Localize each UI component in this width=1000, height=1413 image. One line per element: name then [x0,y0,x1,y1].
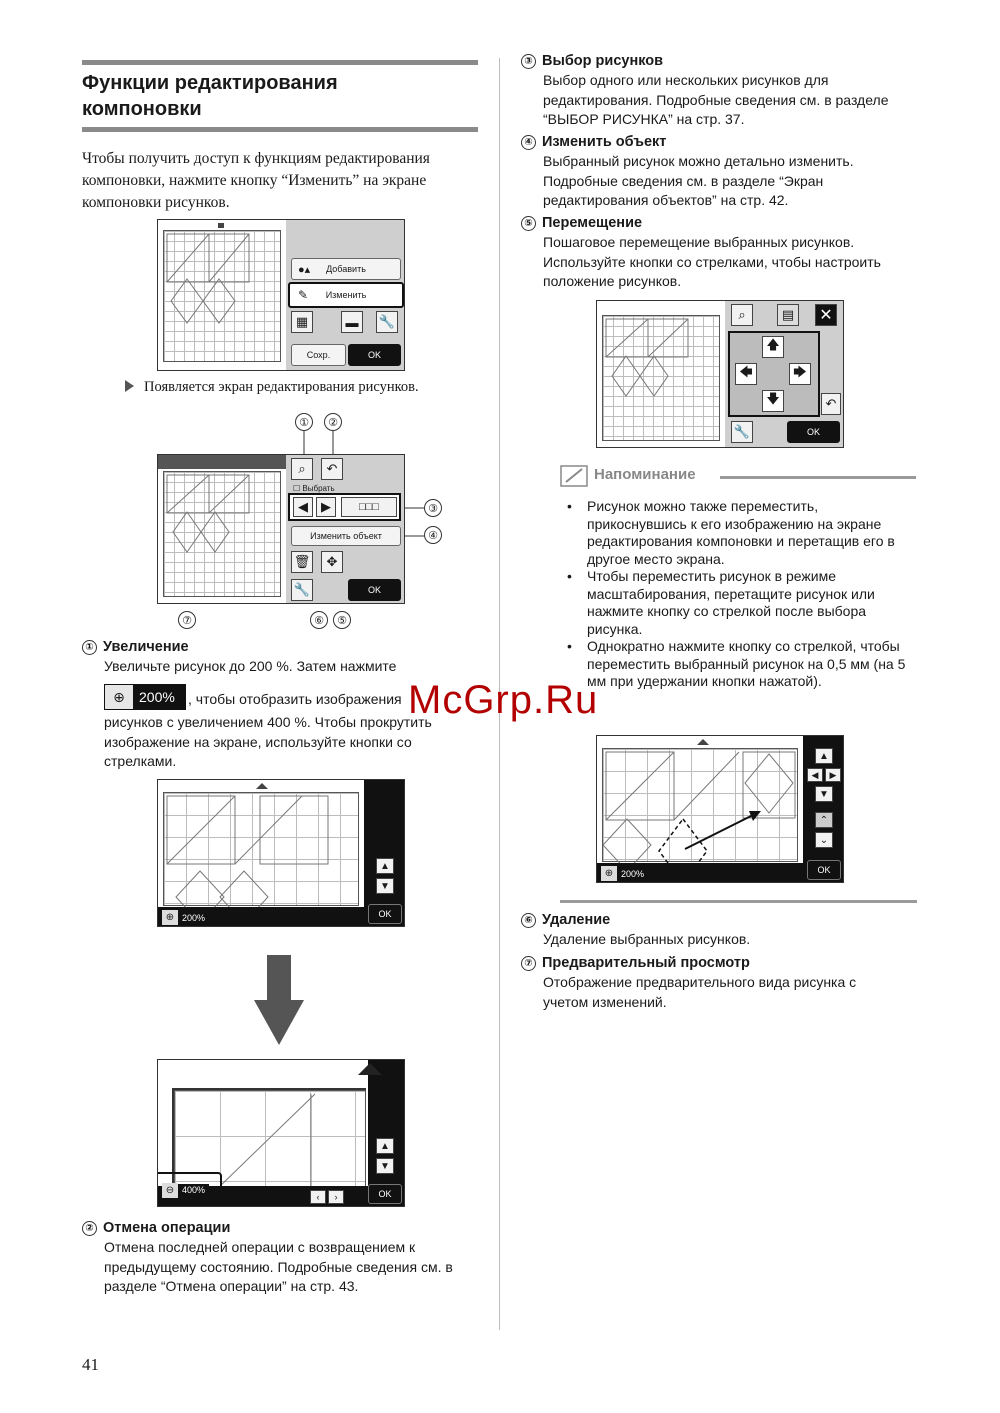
add-button-label: Добавить [326,264,366,274]
zoom-icon[interactable]: ⌕ [291,458,313,480]
item-zoom-body1: Увеличьте рисунок до 200 %. Затем нажмите [104,658,397,674]
layout-preview-grid [163,230,281,362]
move-left-icon[interactable]: 🡄 [735,363,757,385]
wrench-icon[interactable]: 🔧 [376,311,398,333]
zoom400-top-marker [358,1063,382,1075]
zoom200-down-icon[interactable]: ▼ [376,878,394,894]
item-edit-object [521,133,921,211]
drag-right-icon[interactable]: ▶ [825,768,841,782]
zoom200-grid [163,792,359,906]
select-checkbox[interactable]: ☐ Выбрать [293,484,335,493]
move-layer-icon[interactable]: ▤ [777,304,799,326]
item-zoom-title-text: Увеличение [103,639,189,655]
item-select-body: Выбор одного или нескольких рисунков для редактирования. Подробные сведения см. в разделе “ВЫБОР РИСУНКА” на стр. 37. [543,72,889,127]
zoom-magnifier-icon: ⊕ [105,685,133,709]
save-button[interactable]: Сохр. [291,344,346,366]
mat-icon[interactable]: ▬ [341,311,363,333]
zoom200-up-icon[interactable]: ▲ [376,858,394,874]
qr-icon[interactable]: ▦ [291,311,313,333]
item-delete-title-text: Удаление [542,912,611,928]
item-edit-object-num: ④ [521,135,536,150]
zoom400-down-icon[interactable]: ▼ [376,1158,394,1174]
item-preview-title [521,954,921,973]
next-arrow-icon[interactable]: ▶ [316,497,336,517]
section-title [82,70,478,122]
item-move-title-text: Перемещение [542,215,643,231]
title-rule-bottom [82,127,478,132]
callout-3: ③ [424,499,442,517]
move-up-icon[interactable]: 🡅 [762,336,784,358]
item-preview-title-text: Предварительный просмотр [542,955,750,971]
move-preview-grid [602,315,720,441]
edit-object-button[interactable]: Изменить объект [291,526,401,546]
ok-button[interactable]: OK [348,344,401,366]
layout-screen-image [157,219,405,371]
callout-2: ② [324,413,342,431]
delete-icon[interactable]: 🗑 [291,551,313,573]
item-move-body: Пошаговое перемещение выбранных рисунков. Используйте кнопки со стрелками, чтобы настроить положение рисунков. [543,234,881,289]
right-section-rule [560,900,917,903]
section-title-line2: компоновки [82,98,202,120]
memo-bullet-3: • Однократно нажмите кнопку со стрелкой, чтобы переместить выбранный рисунок на 0,5 мм (на 5 мм при удержании кнопки нажатой). [565,638,915,691]
prev-arrow-icon[interactable]: ◀ [293,497,313,517]
callout-6: ⑥ [310,611,328,629]
drag-down-icon[interactable]: ▼ [815,786,833,802]
drag-magnifier-icon: ⊕ [601,866,617,881]
item-zoom [82,638,482,677]
edit-ok-button[interactable]: OK [348,579,401,601]
appears-caption [125,377,485,397]
add-icon: ●▴ [298,263,311,276]
item-select [521,52,921,130]
drag-scroll-up-icon[interactable]: ⌃ [815,812,833,828]
drag-screen-image [596,735,844,883]
drag-left-icon[interactable]: ◀ [807,768,823,782]
item-zoom-num: ① [82,640,97,655]
zoom400-magnifier-icon: ⊖ [162,1183,178,1198]
item-delete-title [521,911,921,930]
item-move [521,214,921,292]
memo-title: Напоминание [594,466,696,483]
zoom200-ok-button[interactable]: OK [368,904,402,924]
drag-zoom-badge[interactable] [601,866,644,881]
item-undo-num: ② [82,1221,97,1236]
callout-4: ④ [424,526,442,544]
memo-rule [720,476,916,479]
layout-shapes [164,231,282,363]
appears-caption-text: Появляется экран редактирования рисунков. [144,379,419,395]
zoom400-right-icon[interactable]: › [328,1190,344,1204]
zoom200-magnifier-icon: ⊕ [162,910,178,925]
item-edit-object-title [521,133,921,152]
move-undo-icon[interactable]: ↶ [821,393,841,415]
memo-bullet-2: • Чтобы переместить рисунок в режиме масштабирования, перетащите рисунок или нажмите кнопку со стрелкой после выбора рисунка. [565,568,915,638]
zoom200-label: 200% [182,912,206,923]
move-shapes [603,316,721,442]
drag-scroll-down-icon[interactable]: ⌄ [815,832,833,848]
move-close-icon[interactable]: ✕ [815,304,837,326]
edit-button[interactable] [288,282,404,308]
edit-preview-grid [163,471,281,597]
item-zoom-title [82,638,482,657]
zoom400-ok-button[interactable]: OK [368,1184,402,1204]
item-undo-body: Отмена последней операции с возвращением к предыдущему состоянию. Подробные сведения см. в разделе “Отмена операции” на стр. 43. [104,1239,453,1294]
zoom200-top-marker [256,783,268,789]
drag-shapes [603,749,799,863]
move-down-icon[interactable]: 🡇 [762,390,784,412]
memo-header [560,464,920,490]
item-select-num: ③ [521,54,536,69]
zoom400-frame-line [174,1088,366,1090]
move-ok-button[interactable]: OK [787,421,840,443]
item-edit-object-body: Выбранный рисунок можно детально изменить. Подробные сведения см. в разделе “Экран редактирования объектов” на стр. 42. [543,153,854,208]
item-move-title [521,214,921,233]
callout-7: ⑦ [178,611,196,629]
intro-paragraph: Чтобы получить доступ к функциям редактирования компоновки, нажмите кнопку “Изменить” на экране компоновки рисунков. [82,150,430,211]
add-button[interactable] [291,258,401,280]
zoom400-left-icon[interactable]: ‹ [310,1190,326,1204]
item-move-num: ⑤ [521,216,536,231]
move-icon[interactable]: ✥ [321,551,343,573]
edit-wrench-icon[interactable]: 🔧 [291,579,313,601]
callout-1: ① [295,413,313,431]
item-edit-object-title-text: Изменить объект [542,134,667,150]
section-title-line1: Функции редактирования [82,72,338,94]
zoom200-shapes [164,793,360,907]
zoom400-badge[interactable] [157,1172,222,1207]
memo-pencil-icon [560,464,590,488]
select-label: Выбрать [302,484,335,493]
zoom400-label: 400% [178,1184,209,1196]
item-undo-title [82,1219,482,1238]
memo-list [565,498,915,691]
drag-ok-button[interactable]: OK [807,860,841,880]
edit-button-label: Изменить [325,290,367,300]
zoom-200-badge [104,684,186,710]
item-undo [82,1219,482,1297]
memo-bullet-1: • Рисунок можно также переместить, прикоснувшись к его изображению на экране редактирования компоновки и перетащив его в другое место экрана. [565,498,915,568]
item-preview-body: Отображение предварительного вида рисунка с учетом изменений. [543,974,857,1010]
result-triangle-icon [125,380,134,392]
title-rule-top [82,60,478,65]
down-arrow-icon [254,955,304,1045]
move-zoom-icon[interactable]: ⌕ [731,304,753,326]
item-select-title-text: Выбор рисунков [542,53,664,69]
callout-5: ⑤ [333,611,351,629]
move-wrench-icon[interactable]: 🔧 [731,421,753,443]
zoom400-up-icon[interactable]: ▲ [376,1138,394,1154]
item-delete-num: ⑥ [521,913,536,928]
move-right-icon[interactable]: 🡆 [789,363,811,385]
item-delete-body: Удаление выбранных рисунков. [543,931,751,947]
drag-zoom-label: 200% [621,868,645,879]
page-number: 41 [82,1355,99,1374]
watermark: McGrp.Ru [408,678,599,722]
drag-up-icon[interactable]: ▲ [815,748,833,764]
pencil-icon: ✎ [298,288,309,302]
item-select-title [521,52,921,71]
item-undo-title-text: Отмена операции [103,1220,231,1236]
edit-screen-image [157,454,405,604]
undo-icon[interactable]: ↶ [321,458,343,480]
item-zoom-body3: рисунков с увеличением 400 %. Чтобы прокрутить изображение на экране, используйте кнопки со стрелками. [104,714,432,769]
zoom200-badge[interactable] [162,910,205,925]
edit-shapes [164,472,282,598]
zoom200-screen-image [157,779,405,927]
select-all-icon[interactable]: □□□ [341,497,397,517]
item-preview-num: ⑦ [521,956,536,971]
item-preview [521,954,921,1012]
zoom400-screen-image [157,1059,405,1207]
layout-top-marker [218,223,224,228]
item-delete [521,911,921,950]
drag-top-marker [697,739,709,745]
zoom-200-label: 200% [139,689,175,705]
move-screen-image [596,300,844,448]
item-zoom-body2: , чтобы отобразить изображения [188,691,402,707]
drag-grid [602,748,798,862]
